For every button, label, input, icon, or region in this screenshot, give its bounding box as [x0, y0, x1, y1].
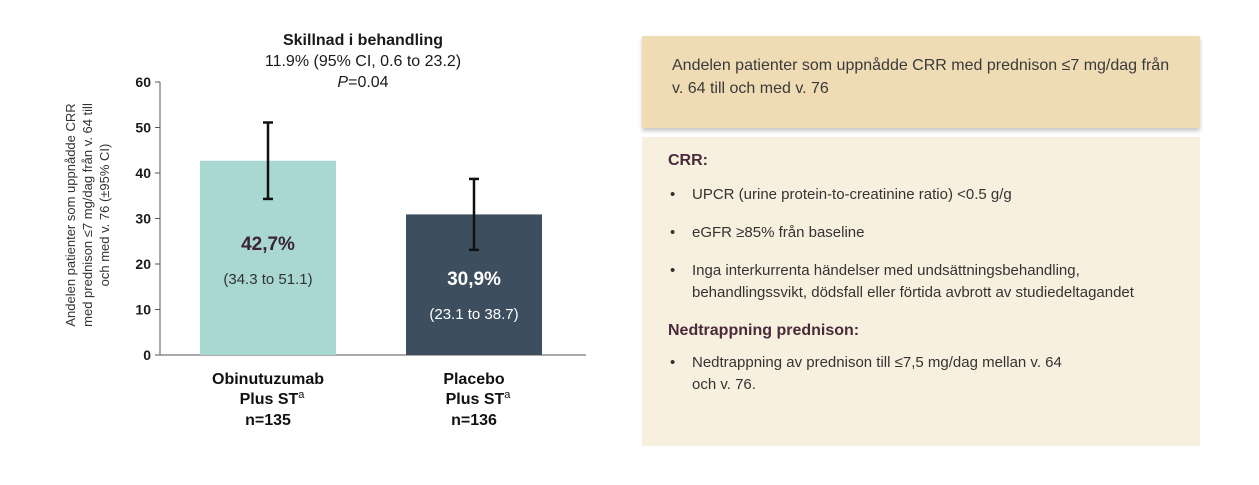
panel-header-text: Andelen patienter som uppnådde CRR med prednison ≤7 mg/dag från v. 64 till och med v. 76 [672, 57, 1170, 97]
x-category-label: Obinutuzumab [212, 371, 324, 388]
y-tick-label: 20 [135, 256, 151, 272]
bars-group [200, 122, 542, 355]
panel-header [642, 36, 1200, 128]
x-category-sublabel: Plus $ST^a$ [445, 389, 511, 408]
taper-list [668, 352, 1184, 396]
y-axis [135, 74, 160, 363]
y-tick-label: 0 [143, 347, 151, 363]
x-category-label: Placebo [443, 371, 505, 388]
y-axis-title [63, 103, 112, 327]
chart-title: Skillnad i behandling [282, 32, 444, 49]
crr-item: • Inga interkurrenta händelser med undsättningsbehandling, behandlingssvikt, dödsfall eller förtida avbrott av studiedeltagandet [668, 260, 1184, 304]
y-axis-title-line-3: och med v. 76 (±95% CI) [97, 143, 112, 287]
y-axis-title-line-2: med prednison ≤7 mg/dag från v. 64 till [80, 103, 95, 327]
bar-chart [0, 0, 620, 485]
x-axis-categories [212, 371, 511, 429]
crr-item: • eGFR ≥85% från baseline [668, 222, 1184, 244]
taper-title: Nedtrappning prednison: [668, 322, 860, 339]
y-tick-label: 30 [135, 210, 151, 227]
y-tick-label: 40 [135, 165, 151, 181]
taper-item: • Nedtrappning av prednison till ≤7,5 mg/dag mellan v. 64 och v. 76. [668, 352, 1072, 396]
panel-body [642, 137, 1200, 446]
y-tick-label: 50 [135, 119, 151, 136]
bar-value-label: 42,7% [241, 234, 295, 255]
crr-title: CRR: [668, 152, 708, 169]
chart-subtitle: 11.9% (95% CI, 0.6 to 23.2) [264, 53, 462, 70]
crr-item: • UPCR (urine protein-to-creatinine ratio) <0.5 g/g [668, 184, 1184, 206]
pvalue-value: =0.04 [348, 74, 389, 91]
criteria-panel [642, 36, 1200, 446]
x-category-n: n=135 [245, 412, 291, 429]
x-category-sublabel: Plus $ST^a$ [239, 389, 305, 408]
bar-ci-label: (34.3 to 51.1) [223, 271, 313, 288]
x-category-n: n=136 [451, 412, 497, 429]
y-tick-label: 10 [135, 301, 151, 318]
pvalue-symbol: P [337, 74, 349, 91]
bar-value-label: 30,9% [447, 269, 501, 290]
chart-pvalue [337, 74, 388, 91]
bar-ci-label: (23.1 to 38.7) [429, 306, 519, 323]
crr-list [668, 184, 1184, 304]
y-tick-label: 60 [135, 74, 151, 90]
y-axis-title-line-1: Andelen patienter som uppnådde CRR [63, 103, 78, 327]
